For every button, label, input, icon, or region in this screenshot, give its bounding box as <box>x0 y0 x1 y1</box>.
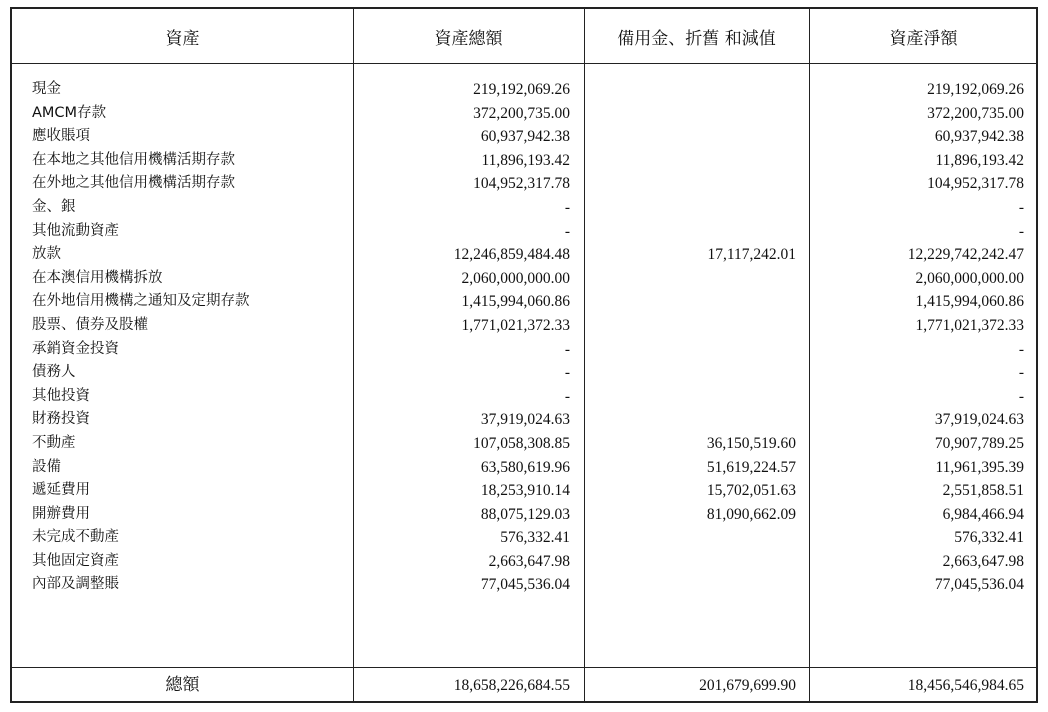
table-row <box>12 196 1036 220</box>
row-net: - <box>1018 364 1024 382</box>
row-label: 現金 <box>32 81 61 97</box>
row-gross: 60,937,942.38 <box>480 128 570 146</box>
row-label: 遞延費用 <box>32 482 90 499</box>
header-provision: 備用金、折舊 和減值 <box>617 28 776 49</box>
row-gross: 1,771,021,372.33 <box>461 316 570 334</box>
row-label: 其他固定資產 <box>32 552 119 569</box>
table-row <box>12 338 1036 362</box>
table-row <box>12 102 1036 126</box>
row-provision: 51,619,224.57 <box>706 458 796 476</box>
table-row <box>12 267 1036 291</box>
row-net: 2,060,000,000.00 <box>915 269 1024 287</box>
table-body <box>12 78 1036 597</box>
row-provision: 36,150,519.60 <box>706 434 796 452</box>
table-row <box>12 361 1036 385</box>
row-label: 股票、債券及股權 <box>32 316 148 333</box>
table-row <box>12 78 1036 102</box>
row-net: 6,984,466.94 <box>942 505 1024 523</box>
header-divider <box>12 63 1036 64</box>
row-net: 1,415,994,060.86 <box>915 293 1024 311</box>
row-label: 開辦費用 <box>32 505 90 522</box>
row-gross: - <box>564 340 570 358</box>
row-gross: 2,663,647.98 <box>488 552 570 570</box>
row-gross: - <box>564 222 570 240</box>
row-net: 77,045,536.04 <box>934 576 1024 594</box>
row-label: 債務人 <box>32 364 76 381</box>
row-net: 576,332.41 <box>954 529 1024 547</box>
row-net: 11,961,395.39 <box>935 458 1024 476</box>
row-label: 設備 <box>32 458 61 475</box>
table-row <box>12 408 1036 432</box>
row-net: 11,896,193.42 <box>935 151 1024 169</box>
row-net: 1,771,021,372.33 <box>915 316 1024 334</box>
row-net: - <box>1018 387 1024 405</box>
row-label: 在外地之其他信用機構活期存款 <box>32 175 235 192</box>
row-net: - <box>1018 222 1024 240</box>
row-net: 104,952,317.78 <box>927 175 1024 193</box>
row-gross: 576,332.41 <box>500 529 570 547</box>
row-label: 放款 <box>32 246 61 263</box>
table-row <box>12 526 1036 550</box>
row-label: 在本地之其他信用機構活期存款 <box>32 151 235 168</box>
row-net: 2,551,858.51 <box>942 482 1024 500</box>
table-row <box>12 125 1036 149</box>
table-row <box>12 243 1036 267</box>
table-row <box>12 290 1036 314</box>
row-label: 在外地信用機構之通知及定期存款 <box>32 293 250 310</box>
row-gross: 219,192,069.26 <box>473 81 570 98</box>
row-gross: - <box>564 387 570 405</box>
table-row <box>12 456 1036 480</box>
total-row <box>12 668 1036 703</box>
table-row <box>12 479 1036 503</box>
table-row <box>12 432 1036 456</box>
table-row <box>12 314 1036 338</box>
table-row <box>12 149 1036 173</box>
row-provision: 15,702,051.63 <box>706 482 796 500</box>
row-label: AMCM存款 <box>32 104 107 121</box>
total-label: 總額 <box>165 675 200 695</box>
row-gross: 37,919,024.63 <box>480 411 570 429</box>
table-row <box>12 220 1036 244</box>
row-label: 應收賬項 <box>32 128 90 145</box>
header-gross: 資產總額 <box>434 28 503 49</box>
table-row <box>12 385 1036 409</box>
row-label: 其他投資 <box>32 387 90 404</box>
table-row <box>12 550 1036 574</box>
row-gross: 107,058,308.85 <box>473 434 570 452</box>
row-provision: 81,090,662.09 <box>706 505 796 523</box>
total-gross: 18,658,226,684.55 <box>453 677 570 694</box>
balance-sheet-table <box>10 7 1038 703</box>
row-provision: 17,117,242.01 <box>707 246 796 264</box>
row-label: 內部及調整賬 <box>32 576 119 593</box>
table-row <box>12 573 1036 597</box>
row-net: 2,663,647.98 <box>942 552 1024 570</box>
row-label: 承銷資金投資 <box>32 340 119 357</box>
header-item: 資產 <box>165 28 200 49</box>
row-gross: - <box>564 364 570 382</box>
row-label: 金、銀 <box>32 198 76 215</box>
row-gross: - <box>564 198 570 216</box>
row-net: - <box>1018 198 1024 216</box>
row-gross: 1,415,994,060.86 <box>461 293 570 311</box>
header-net: 資產淨額 <box>889 28 958 49</box>
table-row <box>12 172 1036 196</box>
row-label: 不動產 <box>32 434 76 451</box>
row-label: 財務投資 <box>32 411 90 428</box>
table-row <box>12 503 1036 527</box>
row-gross: 88,075,129.03 <box>480 505 570 523</box>
row-label: 其他流動資產 <box>32 222 119 239</box>
total-net: 18,456,546,984.65 <box>907 677 1024 694</box>
row-gross: 372,200,735.00 <box>473 104 570 122</box>
total-provision: 201,679,699.90 <box>699 677 796 694</box>
row-net: 60,937,942.38 <box>934 128 1024 146</box>
row-gross: 104,952,317.78 <box>473 175 570 193</box>
row-gross: 63,580,619.96 <box>480 458 570 476</box>
row-net: - <box>1018 340 1024 358</box>
row-label: 未完成不動產 <box>32 529 119 546</box>
row-gross: 2,060,000,000.00 <box>461 269 570 287</box>
row-net: 37,919,024.63 <box>934 411 1024 429</box>
row-label: 在本澳信用機構拆放 <box>32 269 163 286</box>
row-net: 12,229,742,242.47 <box>907 246 1024 264</box>
row-gross: 11,896,193.42 <box>481 151 570 169</box>
row-net: 219,192,069.26 <box>927 81 1024 98</box>
row-gross: 12,246,859,484.48 <box>453 246 570 264</box>
row-gross: 18,253,910.14 <box>480 482 570 500</box>
row-net: 372,200,735.00 <box>927 104 1024 122</box>
row-gross: 77,045,536.04 <box>480 576 570 594</box>
row-net: 70,907,789.25 <box>934 434 1024 452</box>
